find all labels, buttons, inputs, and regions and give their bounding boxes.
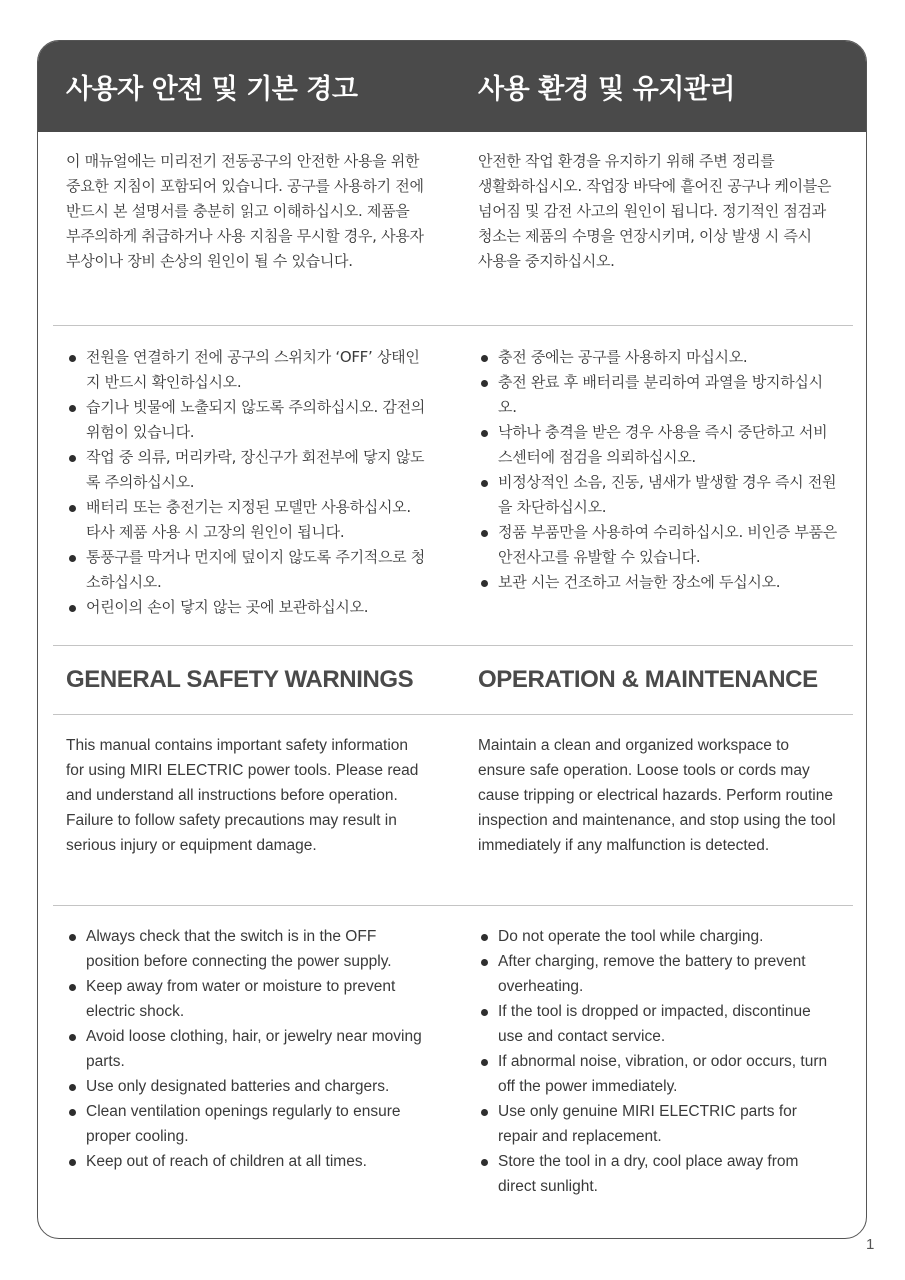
bullet-icon (481, 1109, 488, 1116)
list-item: 습기나 빗물에 노출되지 않도록 주의하십시오. 감전의 위험이 있습니다. (66, 395, 428, 445)
list-item: 전원을 연결하기 전에 공구의 스위치가 ‘OFF’ 상태인지 반드시 확인하십시오. (66, 345, 428, 395)
list-item: 정품 부품만을 사용하여 수리하십시오. 비인증 부품은 안전사고를 유발할 수 있습니다. (478, 520, 840, 570)
bullet-icon (69, 1084, 76, 1091)
list-item: After charging, remove the battery to prevent overheating. (478, 949, 840, 999)
list-item: Keep out of reach of children at all times. (66, 1149, 428, 1174)
bullet-icon (481, 530, 488, 537)
list-item: Keep away from water or moisture to prevent electric shock. (66, 974, 428, 1024)
list-item: 보관 시는 건조하고 서늘한 장소에 두십시오. (478, 570, 840, 595)
divider-english-intro (53, 905, 853, 906)
divider-after-english-headings (53, 714, 853, 715)
bullet-icon (481, 430, 488, 437)
list-item: 작업 중 의류, 머리카락, 장신구가 회전부에 닿지 않도록 주의하십시오. (66, 445, 428, 495)
list-item: If abnormal noise, vibration, or odor occurs, turn off the power immediately. (478, 1049, 840, 1099)
list-item: Avoid loose clothing, hair, or jewelry near moving parts. (66, 1024, 428, 1074)
english-maintenance-bullet-list (478, 924, 840, 1199)
english-safety-bullet-list (66, 924, 428, 1174)
list-item: 낙하나 충격을 받은 경우 사용을 즉시 중단하고 서비스센터에 점검을 의뢰하십시오. (478, 420, 840, 470)
list-item: If the tool is dropped or impacted, discontinue use and contact service. (478, 999, 840, 1049)
english-maintenance-bullets (478, 924, 840, 1199)
divider-before-english-headings (53, 645, 853, 646)
bullet-icon (69, 405, 76, 412)
bullet-icon (481, 1059, 488, 1066)
english-maintenance-intro-text: Maintain a clean and organized workspace to ensure safe operation. Loose tools or cords may cause tripping or electrical hazards. Perform routine inspection and maintenance, and stop using the tool immediately if any malfunction is detected. (478, 737, 836, 854)
list-item: 통풍구를 막거나 먼지에 덮이지 않도록 주기적으로 청소하십시오. (66, 545, 428, 595)
page-number: 1 (866, 1236, 875, 1253)
list-item: 배터리 또는 충전기는 지정된 모델만 사용하십시오. 타사 제품 사용 시 고장의 원인이 됩니다. (66, 495, 428, 545)
list-item: 충전 완료 후 배터리를 분리하여 과열을 방지하십시오. (478, 370, 840, 420)
english-safety-intro (66, 733, 428, 858)
list-item: Always check that the switch is in the OFF position before connecting the power supply. (66, 924, 428, 974)
divider-korean-intro (53, 325, 853, 326)
list-item: Use only designated batteries and chargers. (66, 1074, 428, 1099)
korean-maintenance-bullet-list (478, 345, 840, 595)
list-item: 충전 중에는 공구를 사용하지 마십시오. (478, 345, 840, 370)
english-maintenance-intro (478, 733, 840, 858)
bullet-icon (69, 1159, 76, 1166)
english-heading-maintenance: OPERATION & MAINTENANCE (478, 666, 818, 693)
bullet-icon (69, 984, 76, 991)
list-item: Store the tool in a dry, cool place away from direct sunlight. (478, 1149, 840, 1199)
bullet-icon (69, 1109, 76, 1116)
bullet-icon (481, 1009, 488, 1016)
korean-maintenance-bullets (478, 345, 840, 595)
bullet-icon (69, 455, 76, 462)
bullet-icon (69, 605, 76, 612)
korean-safety-intro-text: 이 매뉴얼에는 미리전기 전동공구의 안전한 사용을 위한 중요한 지침이 포함되어 있습니다. 공구를 사용하기 전에 반드시 본 설명서를 충분히 읽고 이해하십시오. 제품을 부주의하게 취급하거나 사용 지침을 무시할 경우, 사용자 부상이나 장비 손상의 원인이 될 수 있습니다. (66, 152, 424, 270)
korean-maintenance-intro-text: 안전한 작업 환경을 유지하기 위해 주변 정리를 생활화하십시오. 작업장 바닥에 흩어진 공구나 케이블은 넘어짐 및 감전 사고의 원인이 됩니다. 정기적인 점검과 청소는 제품의 수명을 연장시키며, 이상 발생 시 즉시 사용을 중지하십시오. (478, 152, 832, 270)
bullet-icon (481, 480, 488, 487)
list-item: Use only genuine MIRI ELECTRIC parts for repair and replacement. (478, 1099, 840, 1149)
bullet-icon (481, 934, 488, 941)
english-safety-intro-text: This manual contains important safety information for using MIRI ELECTRIC power tools. Please read and understand all instructions before operation. Failure to follow safety precautions may result in serious injury or equipment damage. (66, 737, 419, 854)
manual-page-frame (37, 40, 867, 1239)
korean-safety-intro (66, 149, 428, 274)
korean-safety-bullet-list (66, 345, 428, 620)
bullet-icon (481, 1159, 488, 1166)
list-item: Do not operate the tool while charging. (478, 924, 840, 949)
english-heading-safety: GENERAL SAFETY WARNINGS (66, 666, 414, 693)
bullet-icon (481, 380, 488, 387)
english-safety-bullets (66, 924, 428, 1174)
list-item: 비정상적인 소음, 진동, 냄새가 발생할 경우 즉시 전원을 차단하십시오. (478, 470, 840, 520)
header-title-maintenance: 사용 환경 및 유지관리 (478, 74, 735, 105)
bullet-icon (69, 555, 76, 562)
korean-safety-bullets (66, 345, 428, 620)
header-band (38, 41, 866, 132)
list-item: 어린이의 손이 닿지 않는 곳에 보관하십시오. (66, 595, 428, 620)
bullet-icon (69, 355, 76, 362)
bullet-icon (69, 934, 76, 941)
bullet-icon (69, 505, 76, 512)
bullet-icon (481, 355, 488, 362)
bullet-icon (481, 959, 488, 966)
bullet-icon (481, 580, 488, 587)
header-title-safety: 사용자 안전 및 기본 경고 (66, 74, 358, 105)
bullet-icon (69, 1034, 76, 1041)
list-item: Clean ventilation openings regularly to ensure proper cooling. (66, 1099, 428, 1149)
korean-maintenance-intro (478, 149, 840, 274)
